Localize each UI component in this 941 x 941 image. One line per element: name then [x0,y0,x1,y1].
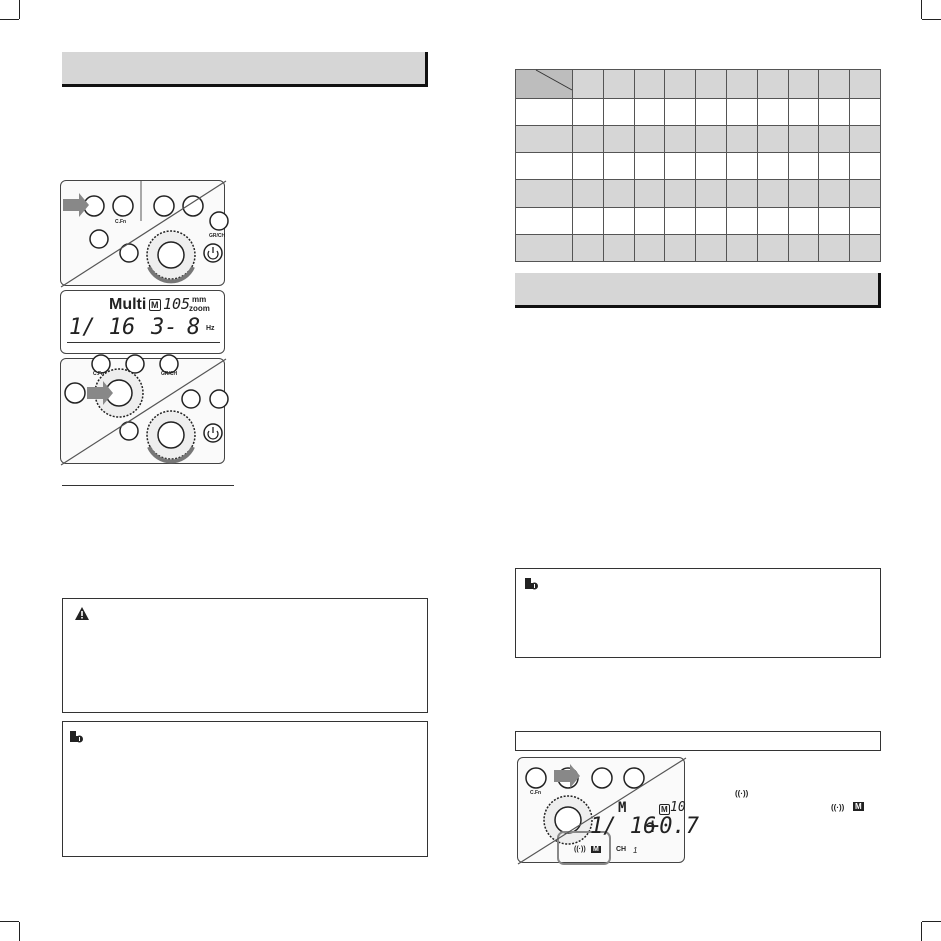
inline-radio-mode-icon: M [855,802,862,811]
radio-icon: ((·)) [574,846,586,853]
table-row [516,180,881,207]
illustration-buttons-dial-1 [60,180,225,286]
wireless-compensation: +0.7 [646,814,699,839]
table-row [516,153,881,180]
times-value: 3- [151,315,178,340]
table-row [516,99,881,126]
wireless-badge: M [661,805,668,814]
section-header-right [515,273,881,308]
note-box-left [62,721,428,857]
warning-box [62,598,428,713]
table-row [516,207,881,234]
crop-mark [922,921,941,922]
zoom-unit-top: mm [192,295,207,304]
crop-mark [0,19,19,20]
button-label-cfn: C.Fn [115,219,127,225]
note-box-right [515,568,881,658]
crop-mark [922,19,941,20]
table-row [516,126,881,153]
crop-mark [19,922,20,941]
crop-mark [921,922,922,941]
button-label-cfn: C.Fn [93,371,105,377]
warning-icon [75,607,89,620]
zoom-value: 105 [163,295,191,313]
channel-value: 1 [633,846,638,855]
mode-badge: M [151,300,159,310]
frequency-value: 8 [187,315,201,340]
mode-label: Multi [109,296,147,313]
section-header-left [62,52,428,87]
crop-mark [19,0,20,19]
table-row [516,234,881,261]
lcd-underline [67,342,220,343]
footnote-rule [62,485,234,486]
frequency-unit: Hz [206,325,215,332]
radio-mode-icon: M [593,846,599,853]
table-corner-cell [516,70,573,99]
specification-table [515,69,881,262]
illustration-wireless-display [517,757,699,863]
inline-radio-icon: ((·)) [735,789,749,798]
channel-label: CH [616,846,627,853]
subsection-title-bar [515,731,881,751]
power-value: 1/ 16 [69,315,136,340]
zoom-unit-bottom: zoom [189,304,210,313]
crop-mark [0,921,19,922]
note-icon [69,730,83,743]
button-label-grch: GR/CH [161,371,178,377]
button-label-grch: GR/CH [209,233,226,239]
lcd-multi-display [60,290,225,354]
wireless-zoom-value: 10 [670,800,686,815]
illustration-buttons-dial-2 [60,358,225,464]
wireless-mode-letter: M [618,800,627,816]
crop-mark [921,0,922,19]
button-label-cfn: C.Fn [530,790,542,796]
wireless-power-value: 1/ 16 [590,814,657,839]
note-icon [524,577,538,590]
inline-radio-icon-2: ((·)) [831,803,845,812]
